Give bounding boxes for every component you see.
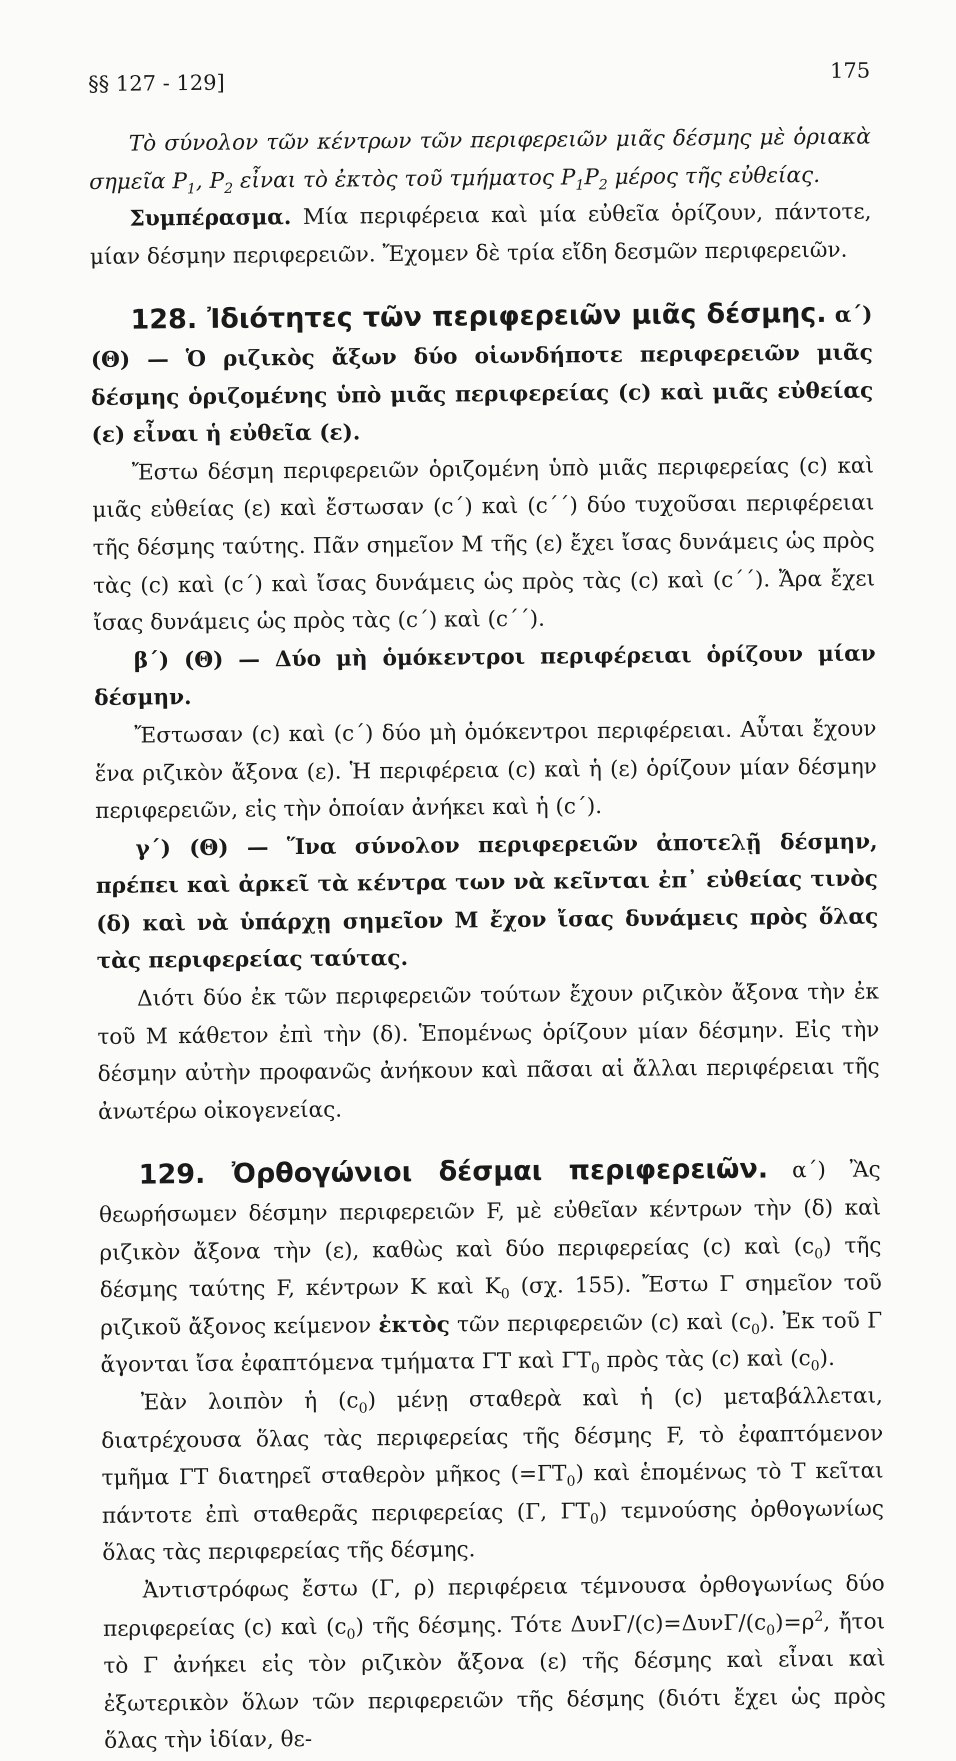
book-page (88, 52, 886, 1755)
proposition-statement: Τὸ σύνολον τῶν κέντρων τῶν περιφερειῶν μιᾶς δέσμης μὲ ὁριακὰ σημεῖα $P_1$, $P_2$ εἶναι τὸ ἐκτὸς τοῦ τμήματος $P_1P_2$ μέρος τῆς εὐθείας. (89, 124, 871, 197)
theorem-a-proof: Ἔστω δέσμη περιφερειῶν ὁριζομένη ὑπὸ μιᾶς περιφερείας (c) καὶ μιᾶς εὐθείας (ε) καὶ ἔστωσαν (c΄) καὶ (c΄΄) δύο τυχοῦσαι περιφέρειαι τῆς δέσμης ταύτης. Πᾶν σημεῖον M τῆς (ε) ἔχει ἴσας δυνάμεις ὡς πρὸς τὰς (c) καὶ (c΄) καὶ ἴσας δυνάμεις ὡς πρὸς τὰς (c) καὶ (c΄΄). Ἄρα ἔχει ἴσας δυνάμεις ὡς πρὸς τὰς (c΄) καὶ (c΄΄). (92, 453, 876, 637)
theorem-b: β΄) (Θ) — Δύο μὴ ὁμόκεντροι περιφέρειαι ὁρίζουν μίαν δέσμην. (94, 641, 876, 712)
conclusion-paragraph: Συμπέρασμα. Μία περιφέρεια καὶ μία εὐθεῖα ὁρίζουν, πάντοτε, μίαν δέσμην περιφερειῶν. Ἔχομεν δὲ τρία εἴδη δεσμῶν περιφερειῶν. (89, 199, 872, 270)
theorem-b-proof: Ἔστωσαν (c) καὶ (c΄) δύο μὴ ὁμόκεντροι περιφέρειαι. Αὗται ἔχουν ἕνα ριζικὸν ἄξονα (ε). Ἡ περιφέρεια (c) καὶ ἡ (ε) ὁρίζουν μίαν δέσμην περιφερειῶν, εἰς τὴν ὁποίαν ἀνήκει καὶ ἡ (c΄). (94, 716, 877, 825)
section-128-heading: 128. Ἰδιότητες τῶν περιφερειῶν μιᾶς δέσμης. α΄) (Θ) — Ὁ ριζικὸς ἄξων δύο οἱωνδήποτε περιφερειῶν μιᾶς δέσμης ὁριζομένης ὑπὸ μιᾶς περιφερείας (c) καὶ μιᾶς εὐθείας (ε) εἶναι ἡ εὐθεῖα (ε). (90, 298, 874, 449)
section-129-paragraph-3: Ἀντιστρόφως ἔστω (Γ, ρ) περιφέρεια τέμνουσα ὀρθογωνίως δύο περιφερείας (c) καὶ $(c_0)$ τῆς δέσμης. Τότε ΔυνΓ/$(c)=\Delta\upsilon\nu\Gamma/(c_0)=\rho^2$, ἤτοι τὸ Γ ἀνήκει εἰς τὸν ριζικὸν ἄξονα (ε) τῆς δέσμης καὶ εἶναι καὶ ἐξωτερικὸν ὅλων τῶν περιφερειῶν τῆς δέσμης (διότι ἔχει ὡς πρὸς ὅλας τὴν ἰδίαν, θε- (102, 1571, 886, 1755)
page-body (89, 118, 887, 1760)
theorem-c: γ΄) (Θ) — Ἵνα σύνολον περιφερειῶν ἀποτελῇ δέσμην, πρέπει καὶ ἀρκεῖ τὰ κέντρα των νὰ κεῖνται ἐπ᾿ εὐθείας τινὸς (δ) καὶ νὰ ὑπάρχῃ σημεῖον M ἔχον ἴσας δυνάμεις πρὸς ὅλας τὰς περιφερείας ταύτας. (95, 829, 879, 975)
theorem-c-proof: Διότι δύο ἐκ τῶν περιφερειῶν τούτων ἔχουν ριζικὸν ἄξονα τὴν ἐκ τοῦ M κάθετον ἐπὶ τὴν (δ). Ἑπομένως ὁρίζουν μίαν δέσμην. Εἰς τὴν δέσμην αὐτὴν προφανῶς ἀνήκουν καὶ πᾶσαι αἱ ἄλλαι περιφέρειαι τῆς ἀνωτέρω οἰκογενείας. (97, 979, 880, 1125)
conclusion-label: Συμπέρασμα. (129, 205, 292, 232)
section-reference: §§ 127 - 129] (88, 70, 225, 96)
page-header (88, 52, 870, 104)
section-129-paragraph-2: Ἐὰν λοιπὸν ἡ $(c_0)$ μένῃ σταθερὰ καὶ ἡ (c) μεταβάλλεται, διατρέχουσα ὅλας τὰς περιφερείας τῆς δέσμης F, τὸ ἐφαπτόμενον τμῆμα ΓT διατηρεῖ σταθερὸν μῆκος $(=\Gamma T_0)$ καὶ ἑπομένως τὸ T κεῖται πάντοτε ἐπὶ σταθερᾶς περιφερείας (Γ, $\Gamma T_0$) τεμνούσης ὀρθογωνίως ὅλας τὰς περιφερείας τῆς δέσμης. (101, 1383, 885, 1567)
page-number: 175 (829, 58, 871, 83)
section-129-paragraph: 129. Ὀρθογώνιοι δέσμαι περιφερειῶν. α΄) Ἂς θεωρήσωμεν δέσμην περιφερειῶν F, μὲ εὐθεῖαν κέντρων τὴν (δ) καὶ ριζικὸν ἄξονα τὴν (ε), καθὼς καὶ δύο περιφερείας (c) καὶ $(c_0)$ τῆς δέσμης ταύτης F, κέντρων K καὶ $K_0$ (σχ. 155). Ἔστω Γ σημεῖον τοῦ ριζικοῦ ἄξονος κείμενον ἐκτὸς τῶν περιφερειῶν (c) καὶ $(c_0)$. Ἐκ τοῦ Γ ἄγονται ἴσα ἐφαπτόμενα τμήματα ΓT καὶ $\Gamma T_0$ πρὸς τὰς (c) καὶ $(c_0)$. (98, 1153, 883, 1379)
section-129-title: 129. Ὀρθογώνιοι δέσμαι περιφερειῶν. (138, 1153, 769, 1192)
section-128-title: 128. Ἰδιότητες τῶν περιφερειῶν μιᾶς δέσμης. (130, 298, 827, 336)
